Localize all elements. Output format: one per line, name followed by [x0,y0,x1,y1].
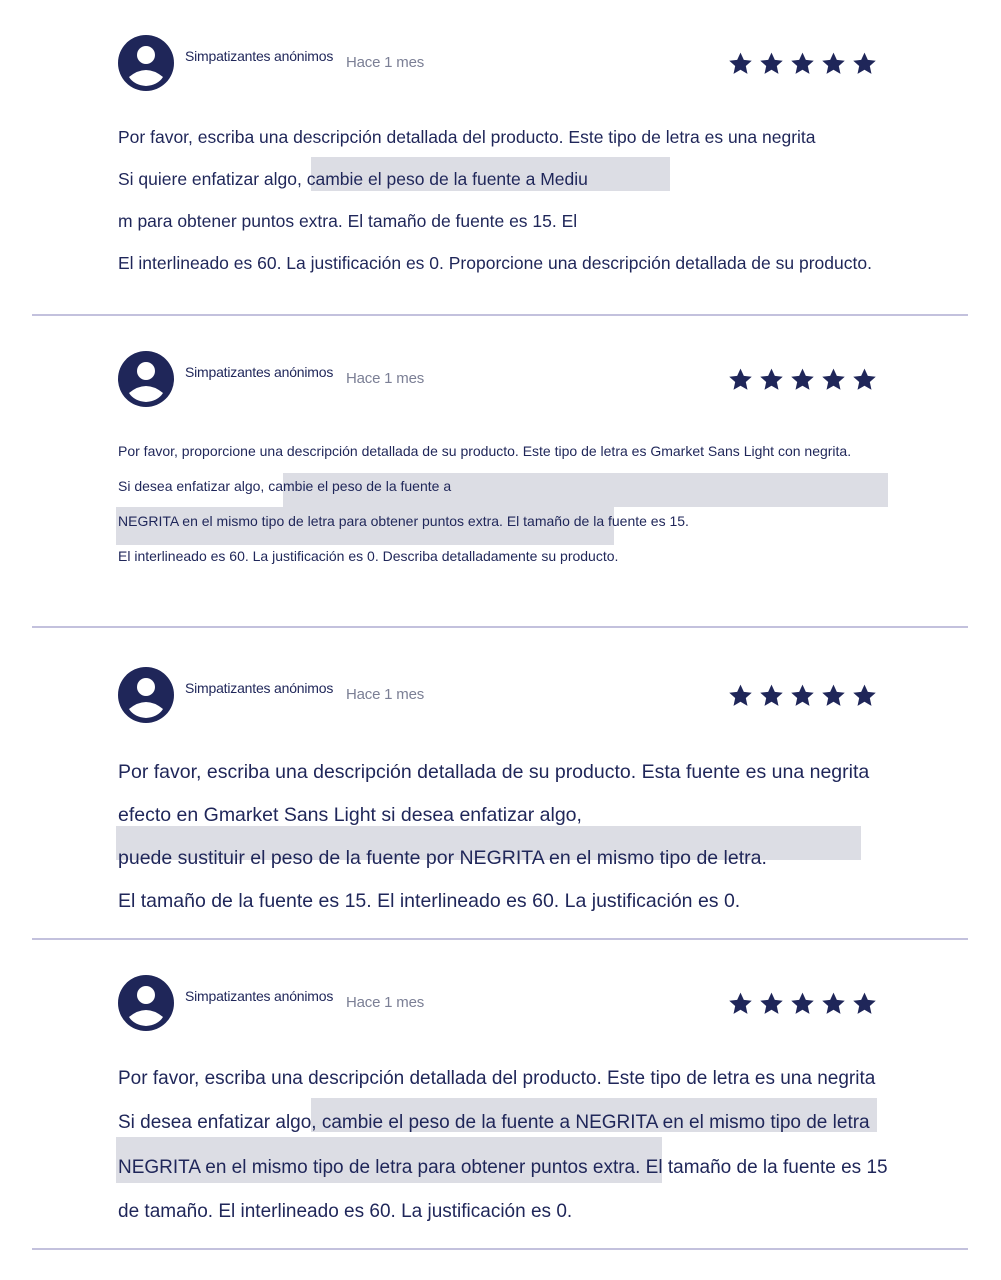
review-text-line: El tamaño de la fuente es 15. El interlineado es 60. La justificación es 0. [118,890,741,912]
review-text-line: puede sustituir el peso de la fuente por NEGRITA en el mismo tipo de letra. [118,847,767,869]
star-icon [790,991,815,1016]
star-icon [821,991,846,1016]
review-text-line: Si desea enfatizar algo, cambie el peso de la fuente a NEGRITA en el mismo tipo de letra [118,1112,870,1133]
review-text-line: de tamaño. El interlineado es 60. La justificación es 0. [118,1201,573,1222]
star-icon [821,51,846,76]
review-author: Simpatizantes anónimos [185,988,334,1004]
star-icon [728,367,753,392]
star-icon [852,683,877,708]
review-text-line: El interlineado es 60. La justificación es 0. Proporcione una descripción detallada de su producto. [118,253,872,273]
star-icon [790,51,815,76]
review-time: Hace 1 mes [346,686,425,703]
star-icon [790,683,815,708]
review-divider [32,314,968,316]
star-icon [852,51,877,76]
star-icon [821,683,846,708]
review-text-line: Si desea enfatizar algo, cambie el peso de la fuente a [118,478,452,494]
star-icon [852,991,877,1016]
review-divider [32,1248,968,1250]
review-author: Simpatizantes anónimos [185,680,334,696]
star-icon [759,683,784,708]
review-text-line: Por favor, escriba una descripción detallada del producto. Este tipo de letra es una negrita [118,1068,876,1089]
star-icon [821,367,846,392]
review-text-line: Si quiere enfatizar algo, cambie el peso de la fuente a Mediu [118,169,588,189]
user-avatar-icon [118,975,174,1031]
review-text-line: Por favor, proporcione una descripción detallada de su producto. Este tipo de letra es Gmarket Sans Light con negrita. [118,443,852,459]
review-text-line: efecto en Gmarket Sans Light si desea enfatizar algo, [118,804,582,826]
user-avatar-icon [118,667,174,723]
review-time: Hace 1 mes [346,994,425,1011]
star-icon [759,51,784,76]
review-time: Hace 1 mes [346,370,425,387]
review-time: Hace 1 mes [346,54,425,71]
review-divider [32,938,968,940]
review-divider [32,626,968,628]
star-icon [728,991,753,1016]
review-text-line: Por favor, escriba una descripción detallada de su producto. Esta fuente es una negrita [118,761,870,783]
star-rating [728,683,877,709]
review-text-line: Por favor, escriba una descripción detallada del producto. Este tipo de letra es una negrita [118,127,816,147]
review-author: Simpatizantes anónimos [185,364,334,380]
star-rating [728,367,877,393]
review-text-line: NEGRITA en el mismo tipo de letra para obtener puntos extra. El tamaño de la fuente es 15. [118,513,689,529]
star-rating [728,991,877,1017]
user-avatar-icon [118,351,174,407]
star-rating [728,51,877,77]
star-icon [852,367,877,392]
review-author: Simpatizantes anónimos [185,48,334,64]
star-icon [790,367,815,392]
star-icon [728,683,753,708]
user-avatar-icon [118,35,174,91]
review-text-line: NEGRITA en el mismo tipo de letra para obtener puntos extra. El tamaño de la fuente es 15 [118,1157,888,1178]
review-text-line: m para obtener puntos extra. El tamaño de fuente es 15. El [118,211,578,231]
star-icon [759,991,784,1016]
star-icon [759,367,784,392]
review-text-line: El interlineado es 60. La justificación es 0. Describa detalladamente su producto. [118,548,619,564]
star-icon [728,51,753,76]
